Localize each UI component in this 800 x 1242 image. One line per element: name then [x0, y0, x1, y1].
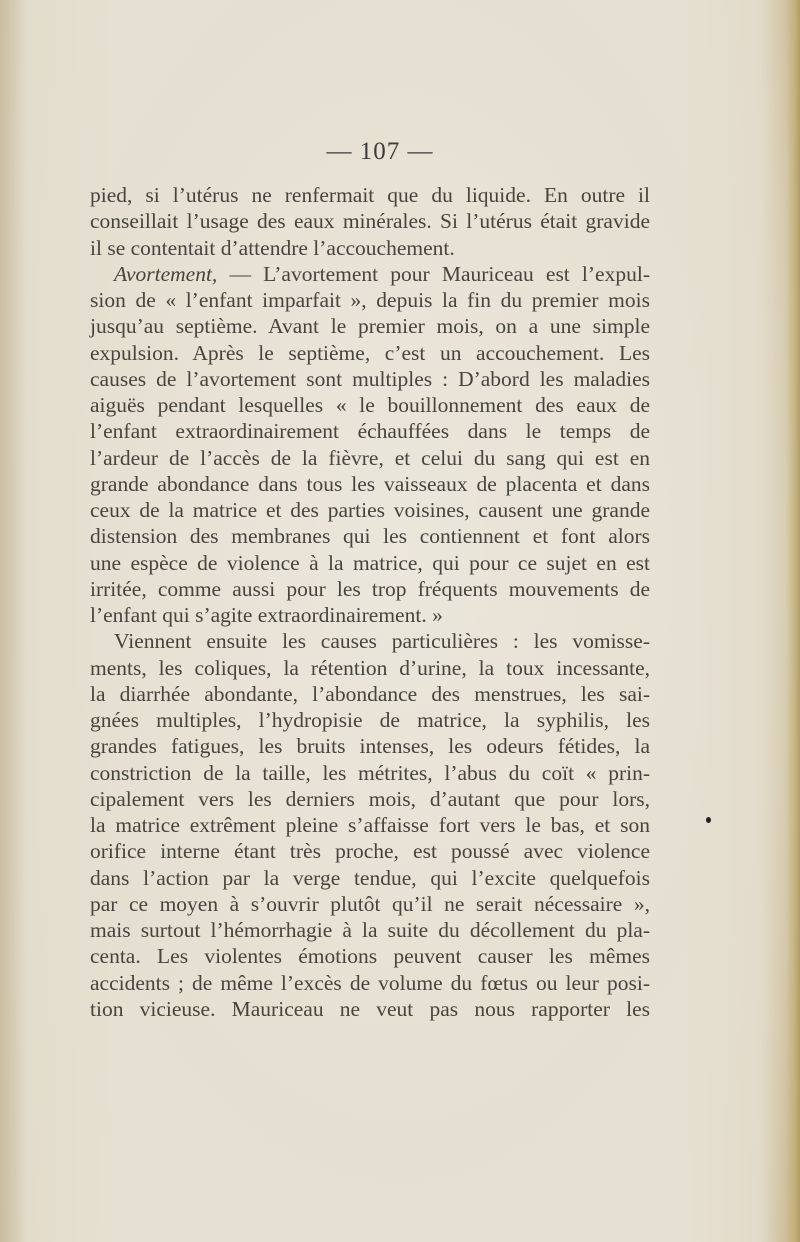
text-line: irritée, comme aussi pour les trop fréquents mouvements de [90, 576, 650, 601]
text-line: tion vicieuse. Mauriceau ne veut pas nous rapporter les [90, 996, 650, 1021]
text-line: sion de « l’enfant imparfait », depuis la fin du premier mois [90, 288, 650, 312]
text-line: grandes fatigues, les bruits intenses, les odeurs fétides, la [90, 734, 650, 759]
text-line: l’enfant qui s’agite extraordinairement. » [90, 603, 443, 627]
text-line: causes de l’avortement sont multiples : D’abord les maladies [90, 366, 650, 391]
text-line: accidents ; de même l’excès de volume du fœtus ou leur posi- [90, 970, 650, 995]
text-line: expulsion. Après le septième, c’est un accouchement. Les [90, 340, 650, 365]
page-number: — 107 — [326, 138, 434, 165]
text-line: grande abondance dans tous les vaisseaux de placenta et dans [90, 471, 650, 496]
text-line: l’enfant extraordinairement échauffées dans le temps de [90, 419, 650, 444]
ink-speck [706, 817, 711, 823]
text-line: par ce moyen à s’ouvrir plutôt qu’il ne serait nécessaire », [90, 891, 650, 916]
text-line: orifice interne étant très proche, est poussé avec violence [90, 839, 650, 864]
text-line: ments, les coliques, la rétention d’urine, la toux incessante, [90, 655, 650, 680]
page-right-edge [786, 0, 800, 1242]
page-left-shadow [0, 0, 26, 1242]
text-line: jusqu’au septième. Avant le premier mois, on a une simple [90, 314, 650, 339]
text-line: Viennent ensuite les causes particulières : les vomisse- [114, 629, 650, 654]
text-line: aiguës pendant lesquelles « le bouillonnement des eaux de [90, 393, 650, 417]
text-line: conseillait l’usage des eaux minérales. Si l’utérus était gravide [90, 209, 650, 234]
text-line: Avortement, — L’avortement pour Mauriceau est l’expul- [114, 261, 650, 286]
text-line: il se contentait d’attendre l’accouchement. [90, 235, 455, 260]
text-line: constriction de la taille, les métrites, l’abus du coït « prin- [90, 760, 650, 785]
text-line: distension des membranes qui les contiennent et font alors [90, 524, 650, 549]
text-line: centa. Les violentes émotions peuvent causer les mêmes [90, 944, 650, 969]
text-line: pied, si l’utérus ne renfermait que du liquide. En outre il [90, 183, 650, 207]
body-text [90, 182, 650, 1022]
text-line: gnées multiples, l’hydropisie de matrice, la syphilis, les [90, 708, 650, 732]
text-line: cipalement vers les derniers mois, d’autant que pour lors, [90, 786, 650, 811]
text-line: la diarrhée abondante, l’abondance des menstrues, les sai- [90, 681, 650, 706]
text-line: la matrice extrêment pleine s’affaisse fort vers le bas, et son [90, 813, 650, 837]
section-heading-italic: Avortement, [114, 261, 218, 286]
text-line: dans l’action par la verge tendue, qui l’excite quelquefois [90, 865, 650, 890]
text-line: l’ardeur de l’accès de la fièvre, et celui du sang qui est en [90, 445, 650, 470]
text-line: ceux de la matrice et des parties voisines, causent une grande [90, 498, 650, 522]
text-line: mais surtout l’hémorrhagie à la suite du décollement du pla- [90, 918, 650, 942]
text-line: une espèce de violence à la matrice, qui pour ce sujet en est [90, 550, 650, 575]
